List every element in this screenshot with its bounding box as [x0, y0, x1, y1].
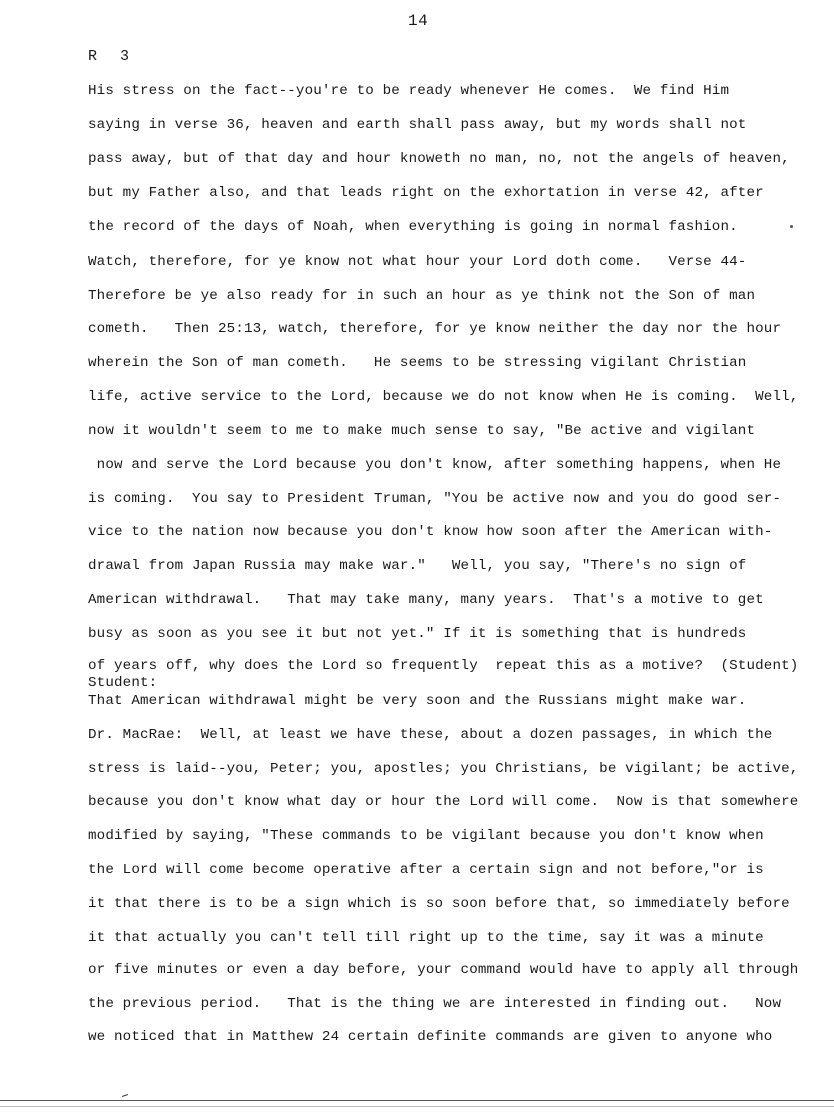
text-line: it that there is to be a sign which is so soon before that, so immediately before: [88, 896, 790, 912]
text-line: cometh. Then 25:13, watch, therefore, for ye know neither the day nor the hour: [88, 321, 782, 337]
scan-mark: [122, 1094, 128, 1097]
text-line: American withdrawal. That may take many, many years. That's a motive to get: [88, 592, 764, 608]
text-line: the record of the days of Noah, when everything is going in normal fashion.: [88, 219, 738, 235]
text-line: His stress on the fact--you're to be ready whenever He comes. We find Him: [88, 83, 730, 99]
text-line: or five minutes or even a day before, your command would have to apply all through: [88, 962, 799, 978]
text-line: Watch, therefore, for ye know not what hour your Lord doth come. Verse 44-: [88, 254, 747, 270]
page-bottom-rule: [0, 1100, 834, 1101]
text-line: now and serve the Lord because you don't know, after something happens, when He: [88, 457, 782, 473]
text-line: Dr. MacRae: Well, at least we have these, about a dozen passages, in which the: [88, 727, 773, 743]
text-line: vice to the nation now because you don't know how soon after the American with-: [88, 524, 773, 540]
text-line: because you don't know what day or hour the Lord will come. Now is that somewhere: [88, 794, 799, 810]
text-line: saying in verse 36, heaven and earth shall pass away, but my words shall not: [88, 117, 747, 133]
speaker-label: Student:: [88, 675, 158, 691]
text-line: stress is laid--you, Peter; you, apostles; you Christians, be vigilant; be active,: [88, 761, 799, 777]
text-line: life, active service to the Lord, because we do not know when He is coming. Well,: [88, 389, 799, 405]
text-line: but my Father also, and that leads right on the exhortation in verse 42, after: [88, 185, 764, 201]
text-line: Therefore be ye also ready for in such an hour as ye think not the Son of man: [88, 288, 756, 304]
text-line: busy as soon as you see it but not yet." If it is something that is hundreds: [88, 626, 747, 642]
text-line: That American withdrawal might be very soon and the Russians might make war.: [88, 693, 747, 709]
header-mark: R 3: [88, 48, 130, 65]
text-line: is coming. You say to President Truman, "You be active now and you do good ser-: [88, 491, 782, 507]
page-bottom-edge: [0, 1106, 834, 1107]
text-line: wherein the Son of man cometh. He seems to be stressing vigilant Christian: [88, 355, 747, 371]
text-line: it that actually you can't tell till right up to the time, say it was a minute: [88, 930, 764, 946]
text-line: modified by saying, "These commands to be vigilant because you don't know when: [88, 828, 764, 844]
text-line: we noticed that in Matthew 24 certain definite commands are given to anyone who: [88, 1029, 773, 1045]
page-number: 14: [408, 12, 429, 30]
text-line: of years off, why does the Lord so frequently repeat this as a motive? (Student): [88, 658, 799, 674]
margin-mark: [790, 225, 793, 228]
text-line: drawal from Japan Russia may make war." Well, you say, "There's no sign of: [88, 558, 747, 574]
text-line: the previous period. That is the thing we are interested in finding out. Now: [88, 996, 782, 1012]
text-line: now it wouldn't seem to me to make much sense to say, "Be active and vigilant: [88, 423, 756, 439]
text-line: the Lord will come become operative after a certain sign and not before,"or is: [88, 862, 764, 878]
text-line: pass away, but of that day and hour knoweth no man, no, not the angels of heaven,: [88, 151, 790, 167]
